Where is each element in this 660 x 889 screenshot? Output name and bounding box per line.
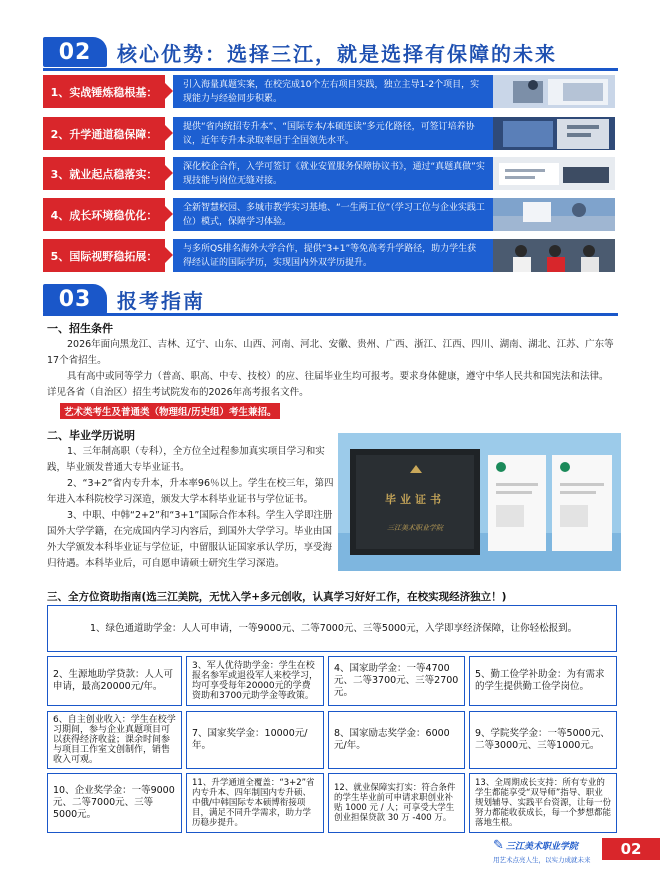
diploma-item-1: 1、三年制高职（专科），全方位全过程参加真实项目学习和实践，毕业颁发普通大专毕业证书。	[47, 446, 325, 473]
aid-text: 6、自主创业收入：学生在校学习期间，参与企业真题项目可以获得经济收益；课余时间参与项目工作室文创制作，销售收入可观。	[53, 715, 176, 765]
section-divider	[43, 313, 618, 316]
advantage-label: 4、成长环境稳优化：	[43, 198, 165, 231]
section-title: 核心优势：选择三江，就是选择有保障的未来	[117, 41, 557, 66]
paragraph-provinces: 2026年面向黑龙江、吉林、辽宁、山东、山西、河南、河北、安徽、贵州、广西、浙江、江西、四川、湖南、湖北、江苏、广东等17个省招生。	[47, 339, 614, 366]
advantage-desc: 深化校企合作，入学可签订《就业安置服务保障协议书》，通过“真题真做”实现技能与岗位无缝对接。	[173, 157, 493, 190]
certificate-school-name: 三江美术职业学院	[387, 524, 443, 532]
heading-diploma: 二、毕业学历说明	[47, 429, 135, 442]
advantage-photo	[493, 157, 615, 190]
section-03-header	[43, 283, 205, 315]
paragraph-eligibility: 具有高中或同等学力（普高、职高、中专、技校）的应、往届毕业生均可报考。要求身体健康，遵守中华人民共和国宪法和法律。详见各省（自治区）招生考试院发布的2026年高考报名文件。	[47, 371, 609, 398]
aid-text: 4、国家助学金：一等4700元、二等3700元、三等2700元。	[334, 663, 459, 698]
school-logo	[493, 838, 603, 868]
aid-item	[469, 711, 617, 769]
advantage-photo	[493, 117, 615, 150]
advantage-row	[43, 157, 615, 190]
aid-item	[328, 711, 465, 769]
aid-text: 13、全周期成长支持：所有专业的学生都能享受“双导师”指导、职业规划辅导、实践平台资源，让每一份努力都能收获成长，每一个梦想都能落地生根。	[475, 778, 612, 828]
advantage-label: 2、升学通道稳保障：	[43, 117, 165, 150]
logo-mark-icon: ✎	[493, 838, 504, 853]
aid-item	[47, 656, 182, 706]
aid-text: 5、勤工俭学补助金：为有需求的学生提供勤工俭学岗位。	[475, 669, 605, 692]
aid-text: 12、就业保障实打实：符合条件的学生毕业前可申请求职创业补贴 1000 元 / 人；可享受大学生创业担保贷款 30 万 -400 万。	[334, 783, 456, 823]
aid-item	[186, 711, 324, 769]
aid-text: 2、生源地助学贷款：人人可申请，最高20000元/年。	[53, 669, 174, 692]
certificate-title: 毕业证书	[385, 493, 445, 506]
advantage-row	[43, 198, 615, 231]
advantage-photo	[493, 198, 615, 231]
logo-name: 三江美术职业学院	[505, 842, 578, 852]
aid-item	[328, 656, 465, 706]
aid-green-channel	[47, 605, 617, 652]
aid-text: 9、学院奖学金：一等5000元、二等3000元、三等1000元。	[475, 728, 610, 751]
advantage-row	[43, 75, 615, 108]
advantage-desc: 全新智慧校园、多城市教学实习基地、“一生两工位”（学习工位与企业实践工位）模式，保障学习体验。	[173, 198, 493, 231]
aid-text: 7、国家奖学金：10000元/年。	[192, 728, 308, 751]
advantage-label: 5、国际视野稳拓展：	[43, 239, 165, 272]
aid-text: 3、军人优待助学金：学生在校报名参军或退役军人来校学习，均可享受每年20000元的学费资助和3700元助学金等政策。	[192, 661, 319, 701]
advantage-photo	[493, 239, 615, 272]
aid-item	[469, 773, 617, 833]
advantage-row	[43, 239, 615, 272]
aid-item	[186, 656, 324, 706]
section-divider	[43, 68, 618, 71]
aid-text: 10、企业奖学金：一等9000元、二等7000元、三等5000元。	[53, 785, 175, 820]
advantage-desc: 提供“省内统招专升本”、“国际专本/本硕连读”多元化路径，可签订培养协议，近年专升本录取率居于全国领先水平。	[173, 117, 493, 150]
diploma-item-2: 2、“3+2”省内专升本，升本率96％以上。学生在校三年，第四年进入本科院校学习深造，颁发大学本科毕业证书与学位证书。	[47, 478, 334, 505]
section-number: 02	[43, 37, 107, 67]
aid-text: 1、绿色通道助学金：人人可申请，一等9000元、二等7000元、三等5000元，入学即享经济保障，让你轻松报到。	[90, 622, 578, 634]
certificate-photo	[338, 433, 621, 571]
aid-item	[186, 773, 324, 833]
heading-financial-aid: 三、全方位资助指南(选三江美院，无忧入学+多元创收，认真学习好好工作，在校实现经济独立！)	[47, 591, 507, 603]
section-number: 03	[43, 284, 107, 314]
section-02-header	[43, 36, 557, 68]
aid-text: 11、升学通道全覆盖：“3+2”省内专升本、四年制国内专升硕、中俄/中韩国际专本硕博衔接项目，满足不同升学需求，助力学历稳步提升。	[192, 778, 315, 828]
advantage-desc: 与多所QS排名海外大学合作，提供“3+1”等免高考升学路径，助力学生获得经认证的国际学历，实现国内外双学历提升。	[173, 239, 493, 272]
footer-slogan: 用艺术点亮人生，以实力成就未来	[493, 856, 591, 864]
aid-item	[469, 656, 617, 706]
heading-admission-conditions: 一、招生条件	[47, 322, 113, 335]
aid-item	[47, 773, 182, 833]
advantage-row	[43, 117, 615, 150]
advantage-label: 1、实战锤炼稳根基：	[43, 75, 165, 108]
page-number: 02	[602, 838, 660, 860]
aid-item	[328, 773, 465, 833]
aid-text: 8、国家励志奖学金：6000元/年。	[334, 728, 450, 751]
diploma-item-3: 3、中职、中韩“2+2”和“3+1”国际合作本科。学生入学即注册国外大学学籍，在完成国内学习内容后，到国外大学学习。毕业由国外大学颁发本科毕业证与学位证，中留服认证国家承认学历，享受海归待遇。本科毕业后，可自愿申请硕士研究生学习深造。	[47, 510, 333, 569]
section-title: 报考指南	[117, 288, 205, 313]
advantage-desc: 引入海量真题实案，在校完成10个左右项目实践，独立主导1-2个项目，实现能力与经验同步积累。	[173, 75, 493, 108]
highlight-art-students: 艺术类考生及普通类（物理组/历史组）考生兼招。	[60, 403, 280, 419]
advantage-label: 3、就业起点稳落实：	[43, 157, 165, 190]
advantage-photo	[493, 75, 615, 108]
aid-item	[47, 711, 182, 769]
